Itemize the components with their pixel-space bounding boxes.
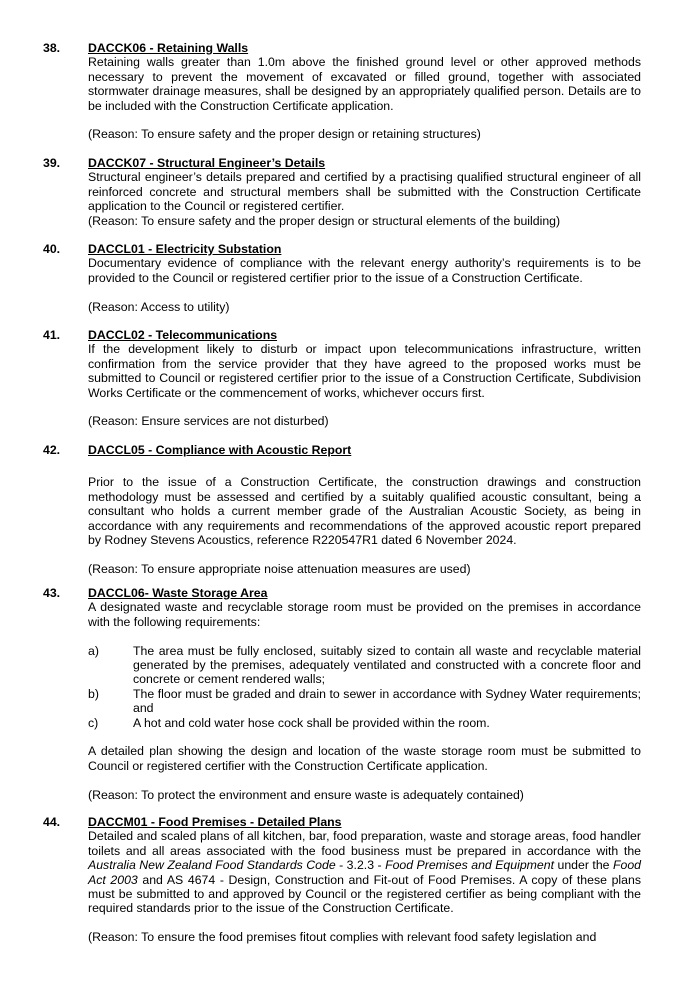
- text-part: Detailed and scaled plans of all kitchen, bar, food preparation, waste and storage areas, food handler toilets and all areas associated with the food business must be prepared in accordance with the: [88, 829, 641, 858]
- condition-reason: (Reason: To protect the environment and ensure waste is adequately contained): [88, 787, 524, 802]
- condition-title: DACCL02 - Telecommunications: [88, 328, 278, 342]
- condition-title: DACCM01 - Food Premises - Detailed Plans: [88, 815, 342, 829]
- list-item-text: The floor must be graded and drain to sewer in accordance with Sydney Water requirements; and: [133, 686, 641, 716]
- condition-title: DACCL06- Waste Storage Area: [88, 586, 268, 600]
- condition-title: DACCL01 - Electricity Substation: [88, 242, 282, 256]
- list-item-label: c): [88, 715, 99, 730]
- condition-number: 42.: [43, 443, 61, 457]
- list-item: [88, 716, 641, 730]
- condition-number: 44.: [43, 815, 61, 829]
- list-item: [88, 687, 641, 716]
- condition-reason: (Reason: To ensure safety and the proper design or retaining structures): [88, 127, 481, 142]
- condition-text: Retaining walls greater than 1.0m above the finished ground level or other approved methods necessary to prevent the movement of excavated or filled ground, together with associated stormwater drainage measures, shall be designed by an appropriately qualified person. Details are to be included with the Construction Certificate application.: [88, 55, 641, 113]
- text-part: - 3.2.3 -: [335, 858, 386, 873]
- food-standards-code: Australia New Zealand Food Standards Code: [88, 858, 336, 873]
- condition-title: DACCK06 - Retaining Walls: [88, 41, 249, 55]
- list-item-label: b): [88, 686, 99, 701]
- food-premises-equipment: Food Premises and Equipment: [385, 858, 555, 873]
- condition-number: 41.: [43, 328, 61, 342]
- condition-text: Documentary evidence of compliance with the relevant energy authority’s requirements is to be provided to the Council or registered certifier prior to the issue of a Construction Certificate.: [88, 256, 641, 285]
- condition-title: DACCL05 - Compliance with Acoustic Report: [88, 443, 352, 457]
- condition-reason: (Reason: To ensure safety and the proper design or structural elements of the building): [88, 213, 561, 228]
- condition-text: If the development likely to disturb or impact upon telecommunications infrastructure, written confirmation from the service provider that they have agreed to the proposed works must be submitted to Council or registered certifier prior to the issue of a Construction Certificate, Subdivision Works Certificate or the commencement of works, whichever occurs first.: [88, 342, 641, 400]
- condition-title: DACCK07 - Structural Engineer’s Details: [88, 156, 326, 170]
- text-part: and AS 4674 - Design, Construction and Fit-out of Food Premises. A copy of these plans must be submitted to and approved by Council or the registered certifier as being compliant with the required standards prior to the issue of the Construction Certificate.: [88, 872, 641, 916]
- condition-reason: (Reason: Ensure services are not disturbed): [88, 414, 329, 429]
- condition-text: Prior to the issue of a Construction Certificate, the construction drawings and construction methodology must be assessed and certified by a suitably qualified acoustic consultant, being a consultant who holds a current member grade of the Australian Acoustic Society, as being in accordance with any requirements and recommendations of the approved acoustic report prepared by Rodney Stevens Acoustics, reference R220547R1 dated 6 November 2024.: [88, 475, 641, 548]
- list-item-label: a): [88, 643, 99, 658]
- list-item: [88, 644, 641, 687]
- condition-reason: (Reason: To ensure the food premises fitout complies with relevant food safety legislation and: [88, 930, 597, 945]
- condition-number: 40.: [43, 242, 61, 256]
- condition-number: 43.: [43, 586, 61, 600]
- condition-number: 38.: [43, 41, 61, 55]
- condition-text: Structural engineer’s details prepared and certified by a practising qualified structural engineer of all reinforced concrete and structural members shall be submitted with the Construction Certificate application to the Council or registered certifier.: [88, 170, 641, 214]
- condition-text: [88, 829, 641, 915]
- food-act: Food Act 2003: [88, 858, 641, 887]
- requirements-list: [88, 644, 641, 730]
- condition-number: 39.: [43, 156, 61, 170]
- condition-reason: (Reason: To ensure appropriate noise attenuation measures are used): [88, 561, 471, 576]
- text-part: under the: [554, 858, 613, 873]
- list-item-text: A hot and cold water hose cock shall be provided within the room.: [133, 715, 490, 730]
- condition-reason: (Reason: Access to utility): [88, 299, 230, 314]
- condition-text-2: A detailed plan showing the design and location of the waste storage room must be submitted to Council or registered certifier with the Construction Certificate application.: [88, 744, 641, 773]
- list-item-text: The area must be fully enclosed, suitably sized to contain all waste and recyclable material generated by the premises, adequately ventilated and constructed with a concrete floor and concrete or cement rendered walls;: [133, 643, 641, 687]
- condition-text: A designated waste and recyclable storage room must be provided on the premises in accordance with the following requirements:: [88, 600, 641, 629]
